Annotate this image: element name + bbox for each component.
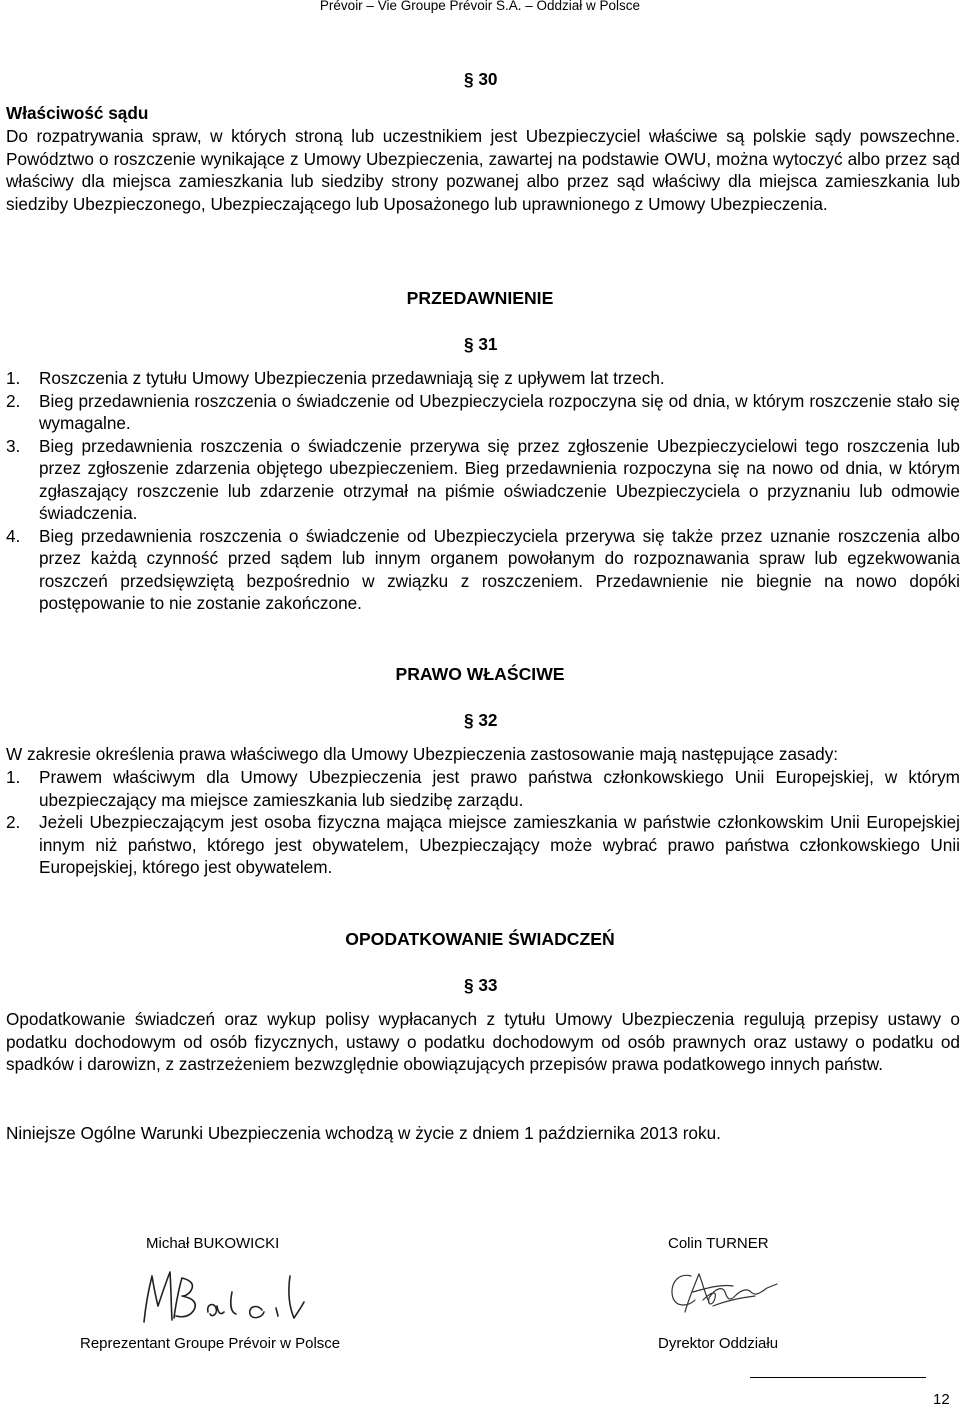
list-item (6, 525, 960, 615)
list-item-text: Prawem właściwym dla Umowy Ubezpieczenia jest prawo państwa członkowskiego Unii Europejskiej, w którym ubezpieczający ma miejsce zamieszkania lub siedzibę zarządu. (39, 767, 960, 810)
page-number: 12 (933, 1391, 950, 1408)
effective-date-statement: Niniejsze Ogólne Warunki Ubezpieczenia wchodzą w życie z dniem 1 października 2013 roku. (6, 1123, 721, 1143)
footer-rule (750, 1377, 926, 1378)
list-item-number: 3. (6, 435, 21, 456)
paragraph-title: Właściwość sądu (6, 103, 149, 123)
list-item-number: 1. (6, 767, 21, 787)
section-number-31: § 31 (464, 334, 498, 354)
list-item-number: 2. (6, 812, 21, 832)
limitation-list (6, 367, 960, 615)
section-number-32: § 32 (464, 710, 498, 730)
section-number-30: § 30 (464, 69, 498, 89)
list-item (6, 367, 960, 390)
list-item-number: 2. (6, 390, 21, 411)
signatory-name-left: Michał BUKOWICKI (146, 1235, 280, 1252)
section-heading-opodatkowanie: OPODATKOWANIE ŚWIADCZEŃ (345, 929, 615, 949)
page-header: Prévoir – Vie Groupe Prévoir S.A. – Oddział w Polsce (319, 0, 641, 13)
section-heading-prawo: PRAWO WŁAŚCIWE (395, 664, 565, 684)
jurisdiction-paragraph: Do rozpatrywania spraw, w których stroną lub uczestnikiem jest Ubezpieczyciel właściwe są polskie sądy powszechne. Powództwo o roszczenie wynikające z Umowy Ubezpieczenia, zawartej na podstawie OWU, można wytoczyć albo przez sąd właściwy dla miejsca zamieszkania lub siedziby strony pozwanej albo przez sąd właściwy dla miejsca zamieszkania lub siedziby Ubezpieczonego, Ubezpieczającego lub Uposażonego lub uprawnionego z Umowy Ubezpieczenia. (6, 126, 960, 214)
list-item-text: Bieg przedawnienia roszczenia o świadczenie przerywa się przez zgłoszenie Ubezpieczycielowi tego roszczenia lub przez zgłoszenie zdarzenia objętego ubezpieczeniem. Bieg przedawnienia rozpoczyna się na nowo od dnia, w którym zgłaszający roszczenie lub zdarzenie otrzymał na piśmie oświadczenie Ubezpieczyciela o przyznaniu lub odmowie świadczenia. (39, 435, 960, 523)
signatory-name-right: Colin TURNER (668, 1235, 769, 1252)
list-item-text: Jeżeli Ubezpieczającym jest osoba fizyczna mająca miejsce zamieszkania w państwie członkowskim Unii Europejskiej innym niż państwo, którego jest obywatelem, Ubezpieczający może wybrać prawo państwa członkowskiego Unii Europejskiej, którego jest obywatelem. (39, 812, 960, 877)
list-item (6, 811, 960, 879)
list-item (6, 766, 960, 811)
governing-law-list (6, 766, 960, 879)
list-item (6, 390, 960, 435)
list-item-number: 1. (6, 368, 21, 388)
signatory-role-right: Dyrektor Oddziału (658, 1335, 779, 1352)
list-item-number: 4. (6, 525, 21, 546)
governing-law-intro: W zakresie określenia prawa właściwego dla Umowy Ubezpieczenia zastosowanie mają następujące zasady: (6, 744, 839, 764)
taxation-paragraph: Opodatkowanie świadczeń oraz wykup polisy wypłacanych z tytułu Umowy Ubezpieczenia regulują przepisy ustawy o podatku dochodowym od osób fizycznych, ustawy o podatku dochodowym od osób prawnych oraz ustawy o podatku od spadków i darowizn, z zastrzeżeniem bezwzględnie obowiązujących przepisów prawa podatkowego innych państw. (6, 1009, 960, 1074)
list-item-text: Bieg przedawnienia roszczenia o świadczenie od Ubezpieczyciela rozpoczyna się od dnia, w którym roszczenie stało się wymagalne. (39, 390, 960, 433)
list-item (6, 435, 960, 525)
section-number-33: § 33 (464, 975, 498, 995)
list-item-text: Roszczenia z tytułu Umowy Ubezpieczenia przedawniają się z upływem lat trzech. (39, 368, 665, 388)
signature-left (140, 1262, 310, 1330)
list-item-text: Bieg przedawnienia roszczenia o świadczenie od Ubezpieczyciela przerywa się także przez uznanie roszczenia albo przez każdą czynność przed sądem lub innym organem powołanym do rozpoznawania spraw lub egzekwowania roszczeń przedsięwziętą bezpośrednio w związku z roszczeniem. Przedawnienie nie biegnie na nowo dopóki postępowanie to nie zostanie zakończone. (39, 525, 960, 613)
section-heading-przedawnienie: PRZEDAWNIENIE (406, 288, 554, 308)
signatory-role-left: Reprezentant Groupe Prévoir w Polsce (80, 1335, 341, 1352)
signature-right (663, 1262, 783, 1322)
